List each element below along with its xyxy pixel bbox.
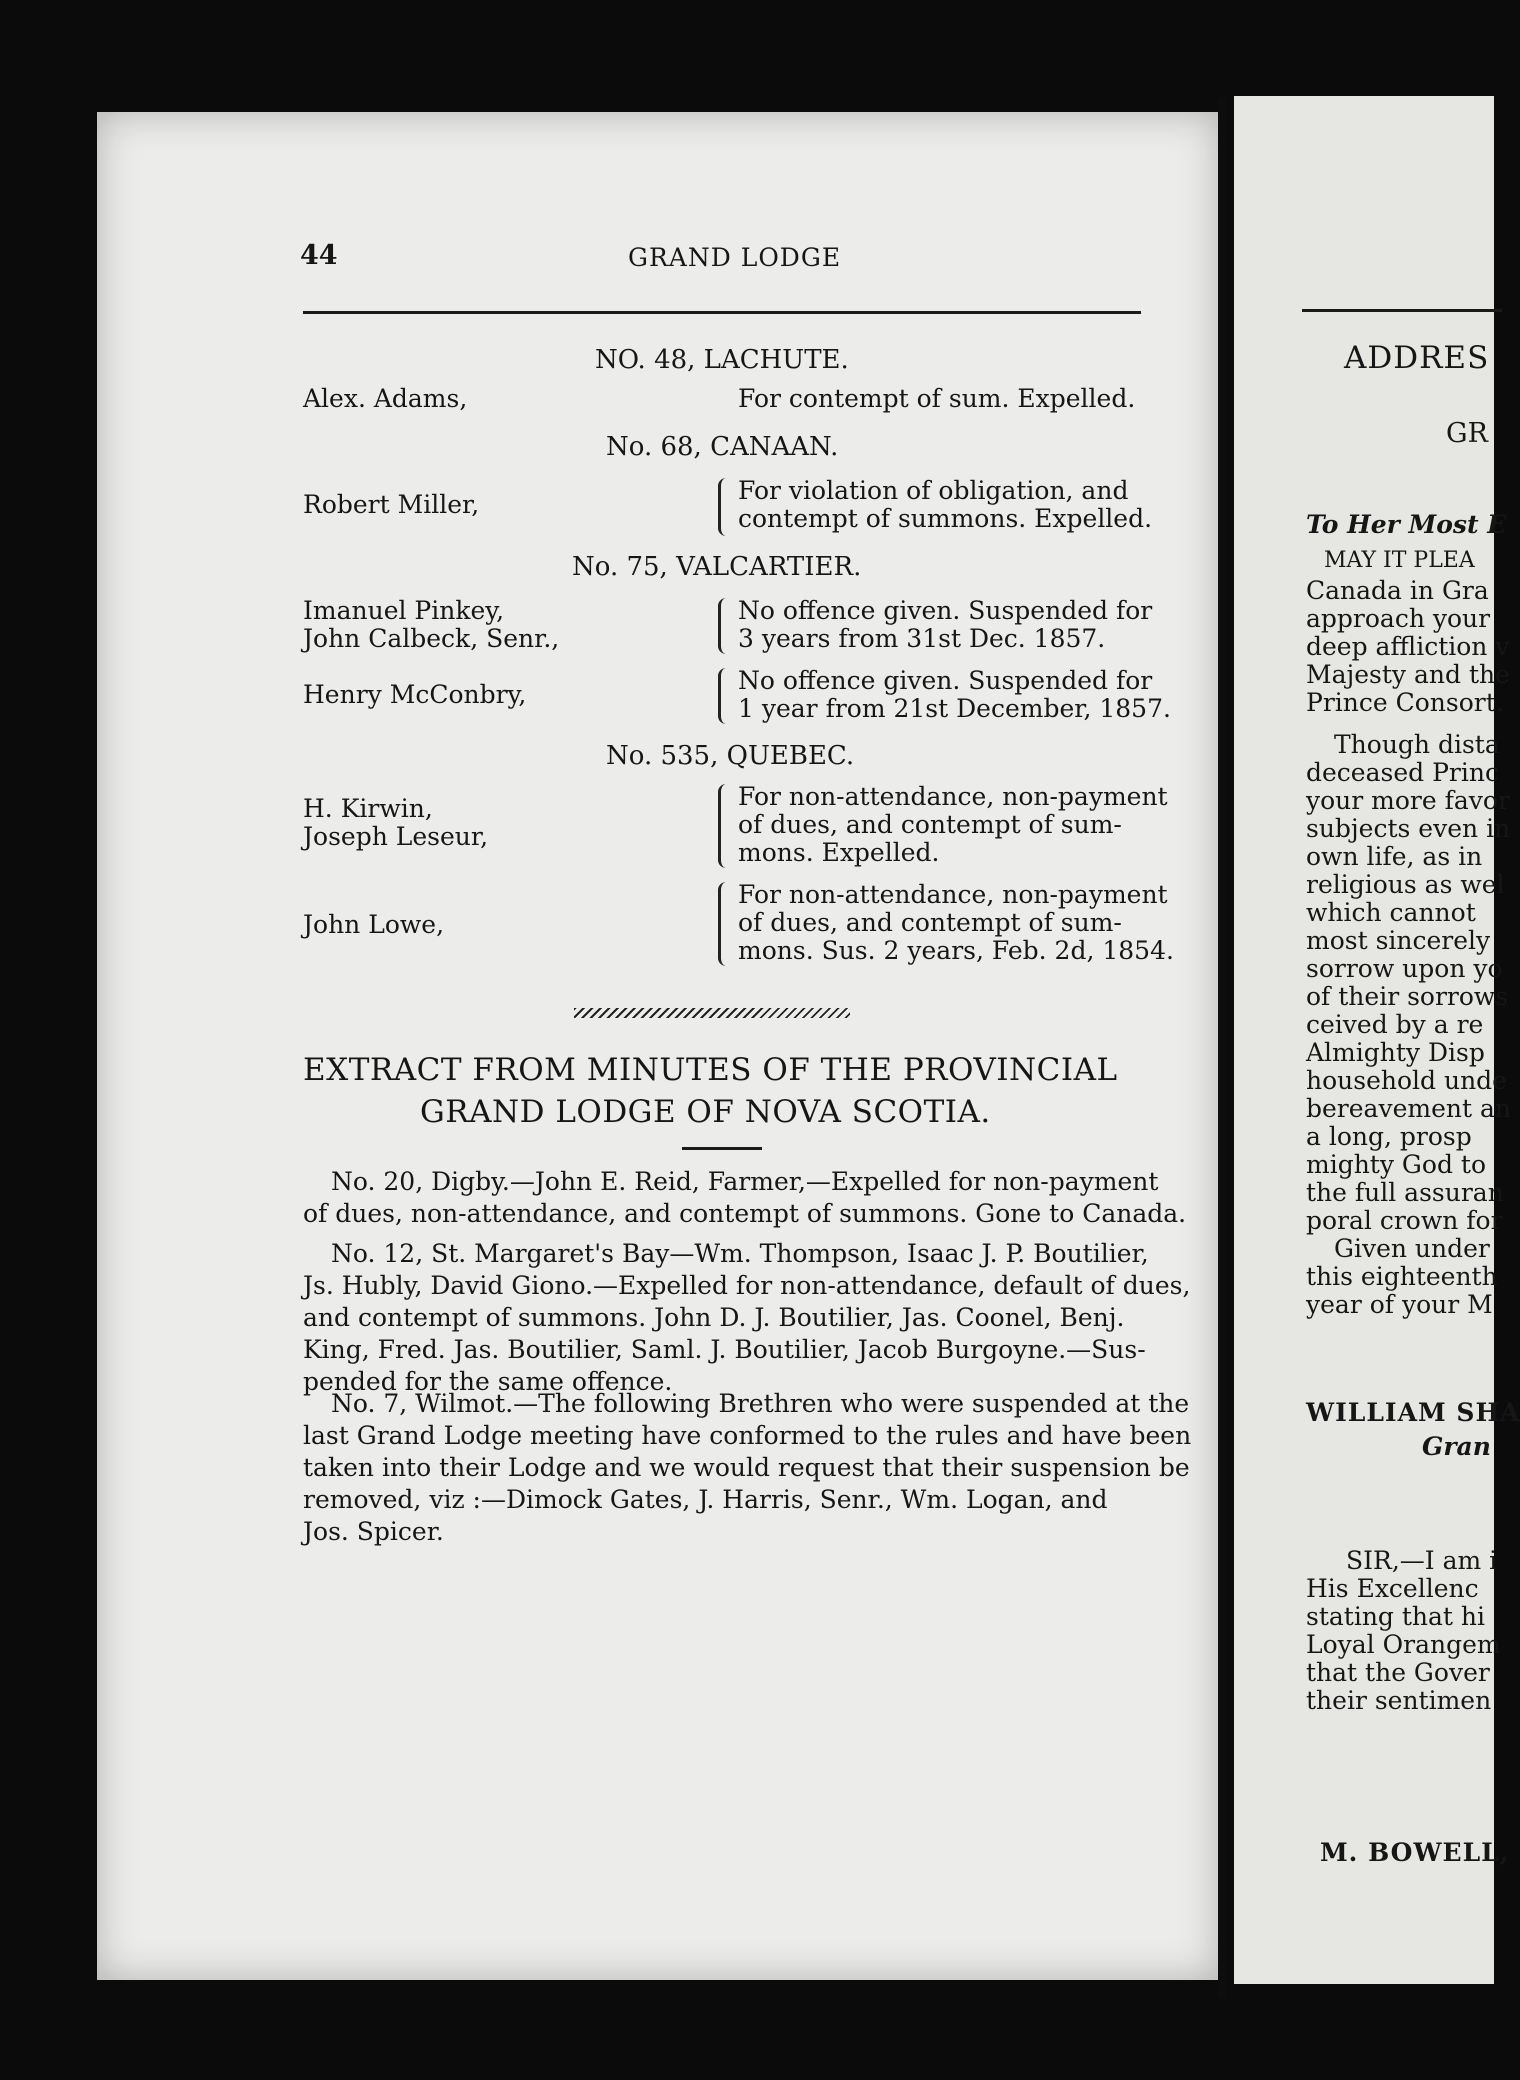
paragraph-line: Jos. Spicer. bbox=[303, 1517, 444, 1546]
member-note-line: For non-attendance, non-payment bbox=[738, 880, 1168, 909]
paragraph-line: No. 7, Wilmot.—The following Brethren who were suspended at the bbox=[331, 1389, 1190, 1418]
member-note: For contempt of sum. Expelled. bbox=[738, 384, 1136, 413]
member-note-line: For non-attendance, non-payment bbox=[738, 782, 1168, 811]
facing-letter-line: Loyal Orangem bbox=[1306, 1630, 1501, 1659]
extract-title-line2: GRAND LODGE OF NOVA SCOTIA. bbox=[420, 1094, 991, 1130]
facing-line: household unde bbox=[1306, 1066, 1507, 1095]
member-name: Henry McConbry, bbox=[303, 680, 527, 709]
facing-line: Almighty Disp bbox=[1306, 1038, 1485, 1067]
facing-line: a long, prosp bbox=[1306, 1122, 1472, 1151]
extract-paragraph-st-margarets bbox=[303, 1238, 1191, 1398]
member-note-line: contempt of summons. Expelled. bbox=[738, 504, 1153, 533]
paragraph-line: taken into their Lodge and we would request that their suspension be bbox=[303, 1453, 1190, 1482]
member-name: Robert Miller, bbox=[303, 490, 480, 519]
facing-line: mighty God to bbox=[1306, 1150, 1486, 1179]
facing-letter-line: His Excellenc bbox=[1306, 1574, 1479, 1603]
facing-line: bereavement an bbox=[1306, 1094, 1511, 1123]
paragraph-line: removed, viz :—Dimock Gates, J. Harris, Senr., Wm. Logan, and bbox=[303, 1485, 1108, 1514]
brace bbox=[718, 478, 733, 536]
member-name: H. Kirwin, bbox=[303, 794, 433, 823]
facing-line: deep affliction v bbox=[1306, 632, 1510, 661]
header-rule bbox=[303, 311, 1141, 314]
facing-line: the full assuran bbox=[1306, 1178, 1504, 1207]
facing-line: Majesty and the bbox=[1306, 660, 1510, 689]
section-heading-quebec: No. 535, QUEBEC. bbox=[606, 741, 855, 771]
member-note-line: mons. Sus. 2 years, Feb. 2d, 1854. bbox=[738, 936, 1174, 965]
member-name: John Calbeck, Senr., bbox=[303, 624, 560, 653]
facing-letter-line: that the Gover bbox=[1306, 1658, 1490, 1687]
member-name: John Lowe, bbox=[303, 910, 445, 939]
member-name: Imanuel Pinkey, bbox=[303, 596, 505, 625]
member-name: Joseph Leseur, bbox=[303, 822, 489, 851]
paragraph-line: last Grand Lodge meeting have conformed to the rules and have been bbox=[303, 1421, 1192, 1450]
section-heading-lachute: NO. 48, LACHUTE. bbox=[595, 345, 849, 375]
facing-letter-line: SIR,—I am i bbox=[1346, 1546, 1498, 1575]
book-spine bbox=[1218, 98, 1226, 1998]
paragraph-line: pended for the same offence. bbox=[303, 1367, 673, 1396]
running-title: GRAND LODGE bbox=[628, 243, 842, 272]
facing-line: year of your M bbox=[1306, 1290, 1493, 1319]
paragraph-line: No. 20, Digby.—John E. Reid, Farmer,—Expelled for non-payment bbox=[331, 1167, 1159, 1196]
paragraph-line: King, Fred. Jas. Boutilier, Saml. J. Boutilier, Jacob Burgoyne.—Sus- bbox=[303, 1335, 1146, 1364]
brace bbox=[718, 668, 733, 724]
member-note-line: No offence given. Suspended for bbox=[738, 596, 1153, 625]
facing-line: deceased Princ bbox=[1306, 758, 1499, 787]
extract-paragraph-digby bbox=[303, 1166, 1187, 1230]
brace bbox=[718, 598, 733, 654]
facing-line: approach your bbox=[1306, 604, 1491, 633]
facing-line: sorrow upon yo bbox=[1306, 954, 1503, 983]
title-rule bbox=[682, 1147, 762, 1150]
facing-line: subjects even in bbox=[1306, 814, 1511, 843]
section-heading-valcartier: No. 75, VALCARTIER. bbox=[572, 552, 862, 582]
facing-line: religious as wel bbox=[1306, 870, 1505, 899]
member-name: Alex. Adams, bbox=[303, 384, 468, 413]
facing-letter-line: stating that hi bbox=[1306, 1602, 1486, 1631]
facing-line: Given under bbox=[1334, 1234, 1490, 1263]
extract-title-line1: EXTRACT FROM MINUTES OF THE PROVINCIAL bbox=[303, 1052, 1118, 1088]
paragraph-line: Js. Hubly, David Giono.—Expelled for non-attendance, default of dues, bbox=[303, 1271, 1191, 1300]
brace bbox=[718, 882, 733, 966]
member-note-line: of dues, and contempt of sum- bbox=[738, 908, 1122, 937]
facing-closing: M. BOWELL, bbox=[1320, 1838, 1510, 1867]
facing-line: ceived by a re bbox=[1306, 1010, 1484, 1039]
ornamental-divider bbox=[574, 1008, 850, 1018]
facing-subheading: GR bbox=[1446, 418, 1488, 449]
member-note-line: No offence given. Suspended for bbox=[738, 666, 1153, 695]
facing-salutation: To Her Most E bbox=[1306, 510, 1507, 539]
member-note-line: 1 year from 21st December, 1857. bbox=[738, 694, 1171, 723]
facing-line: own life, as in bbox=[1306, 842, 1483, 871]
facing-line: of their sorrows bbox=[1306, 982, 1509, 1011]
brace bbox=[718, 784, 733, 868]
facing-header-rule bbox=[1302, 309, 1502, 312]
facing-signature-title: Gran bbox=[1422, 1432, 1491, 1461]
section-heading-canaan: No. 68, CANAAN. bbox=[606, 432, 839, 462]
facing-line: poral crown for bbox=[1306, 1206, 1503, 1235]
paragraph-line: of dues, non-attendance, and contempt of summons. Gone to Canada. bbox=[303, 1199, 1187, 1228]
paragraph-line: No. 12, St. Margaret's Bay—Wm. Thompson, Isaac J. P. Boutilier, bbox=[331, 1239, 1149, 1268]
member-note-line: mons. Expelled. bbox=[738, 838, 940, 867]
facing-line: your more favor bbox=[1306, 786, 1510, 815]
paragraph-line: and contempt of summons. John D. J. Boutilier, Jas. Coonel, Benj. bbox=[303, 1303, 1125, 1332]
member-note-line: of dues, and contempt of sum- bbox=[738, 810, 1122, 839]
facing-line: Canada in Gra bbox=[1306, 576, 1489, 605]
facing-line: Prince Consort. bbox=[1306, 688, 1504, 717]
facing-line: most sincerely bbox=[1306, 926, 1491, 955]
facing-line: Though dista bbox=[1334, 730, 1500, 759]
facing-page bbox=[1234, 96, 1520, 1984]
extract-paragraph-wilmot bbox=[303, 1388, 1192, 1548]
facing-line: which cannot bbox=[1306, 898, 1476, 927]
page-number: 44 bbox=[300, 240, 338, 271]
facing-letter-line: their sentimen bbox=[1306, 1686, 1492, 1715]
member-note-line: For violation of obligation, and bbox=[738, 476, 1129, 505]
facing-heading: ADDRES bbox=[1344, 340, 1490, 376]
facing-signature-name: WILLIAM SHA bbox=[1306, 1398, 1520, 1427]
member-note-line: 3 years from 31st Dec. 1857. bbox=[738, 624, 1106, 653]
facing-line: this eighteenth bbox=[1306, 1262, 1498, 1291]
facing-line: MAY IT PLEA bbox=[1324, 548, 1475, 573]
